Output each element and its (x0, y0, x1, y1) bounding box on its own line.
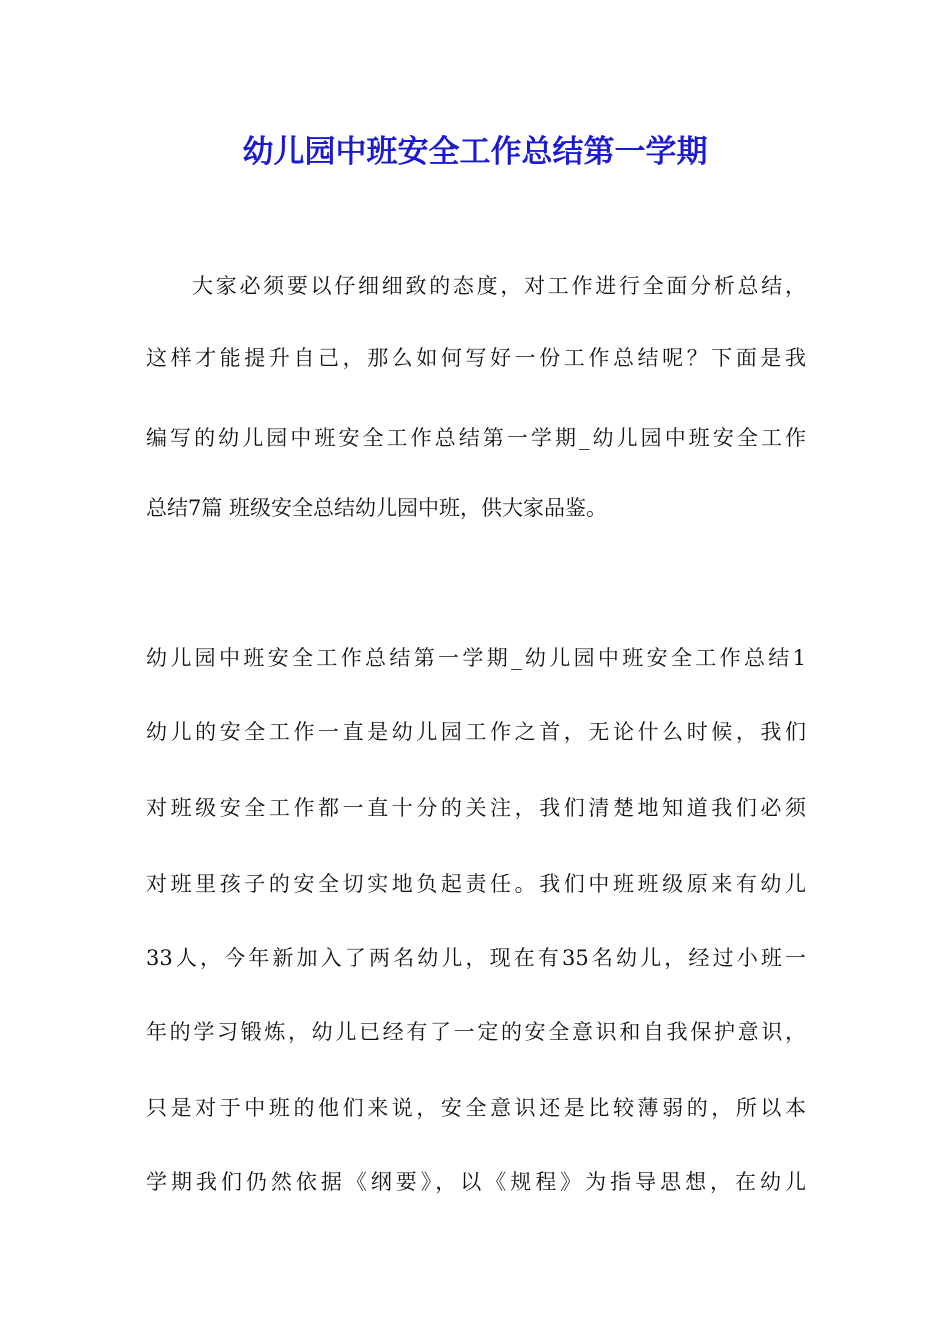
section-heading-line: 幼儿园中班安全工作总结第一学期_幼儿园中班安全工作总结1 (146, 646, 806, 670)
body-line: 幼儿的安全工作一直是幼儿园工作之首，无论什么时候，我们 (146, 720, 806, 744)
intro-line: 大家必须要以仔细细致的态度，对工作进行全面分析总结， (192, 274, 806, 298)
body-line: 33人，今年新加入了两名幼儿，现在有35名幼儿，经过小班一 (146, 946, 806, 970)
intro-line: 编写的幼儿园中班安全工作总结第一学期_幼儿园中班安全工作 (146, 426, 806, 450)
body-line: 只是对于中班的他们来说，安全意识还是比较薄弱的，所以本 (146, 1096, 806, 1120)
intro-line: 这样才能提升自己，那么如何写好一份工作总结呢？下面是我 (146, 346, 806, 370)
body-line: 对班里孩子的安全切实地负起责任。我们中班班级原来有幼儿 (146, 872, 806, 896)
intro-line: 总结7篇 班级安全总结幼儿园中班，供大家品鉴。 (146, 496, 608, 520)
body-line: 对班级安全工作都一直十分的关注，我们清楚地知道我们必须 (146, 796, 806, 820)
body-line: 年的学习锻炼，幼儿已经有了一定的安全意识和自我保护意识， (146, 1020, 806, 1044)
body-line: 学期我们仍然依据《纲要》，以《规程》为指导思想，在幼儿 (146, 1170, 806, 1194)
document-title: 幼儿园中班安全工作总结第一学期 (242, 134, 708, 170)
